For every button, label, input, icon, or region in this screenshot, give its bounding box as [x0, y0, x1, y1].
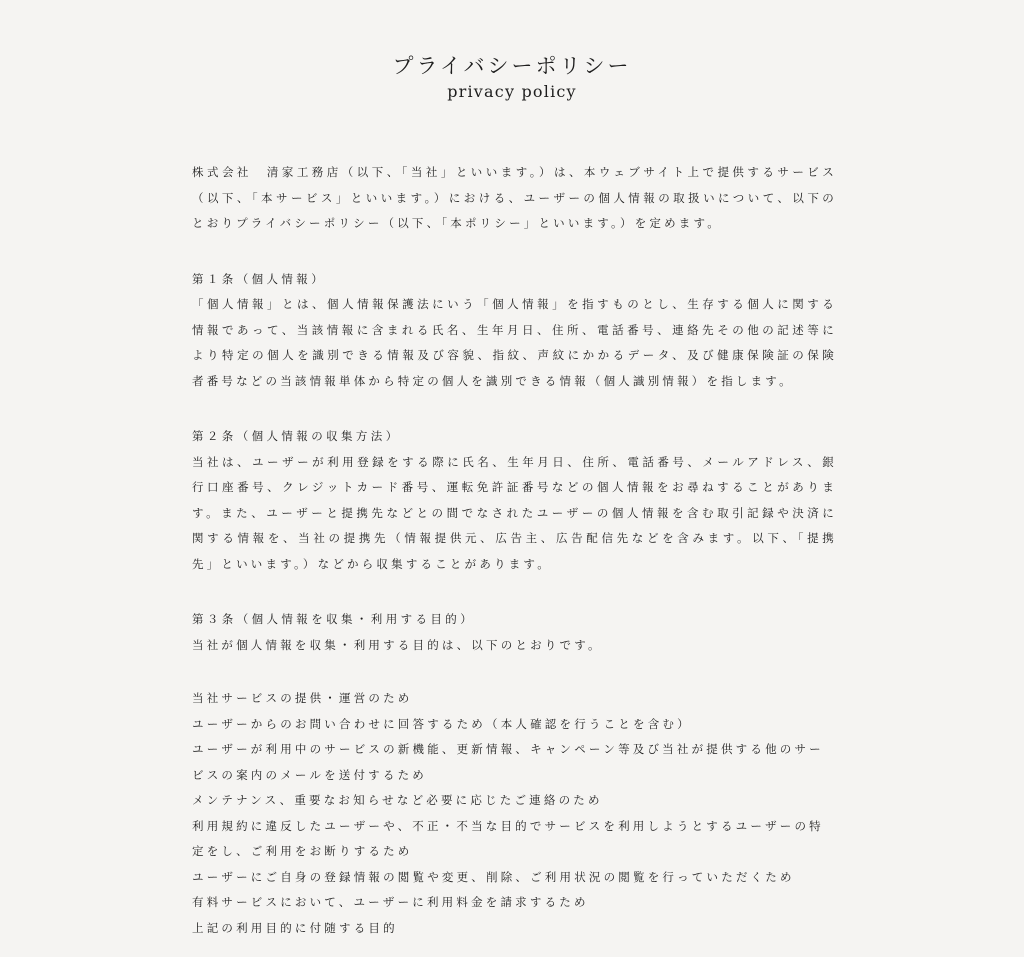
list-item: 利用規約に違反したユーザーや、不正・不当な目的でサービスを利用しようとするユーザーの特定をし、ご利用をお断りするため	[192, 818, 824, 858]
article-body: 「個人情報」とは、個人情報保護法にいう「個人情報」を指すものとし、生存する個人に関する情報であって、当該情報に含まれる氏名、生年月日、住所、電話番号、連絡先その他の記述等により特定の個人を識別できる情報及び容貌、指紋、声紋にかかるデータ、及び健康保険証の保険者番号などの当該情報単体から特定の個人を識別できる情報（個人識別情報）を指します。	[192, 297, 837, 388]
policy-content	[192, 160, 837, 941]
list-item: ユーザーにご自身の登録情報の閲覧や変更、削除、ご利用状況の閲覧を行っていただくため	[192, 869, 795, 884]
purpose-list	[192, 686, 837, 941]
article-3	[192, 607, 837, 658]
article-body: 当社は、ユーザーが利用登録をする際に氏名、生年月日、住所、電話番号、メールアドレス、銀行口座番号、クレジットカード番号、運転免許証番号などの個人情報をお尋ねすることがあります。また、ユーザーと提携先などとの間でなされたユーザーの個人情報を含む取引記録や決済に関する情報を、当社の提携先（情報提供元、広告主、広告配信先などを含みます。以下、「提携先」といいます。）などから収集することがあります。	[192, 454, 837, 571]
article-heading: 第１条（個人情報）	[192, 271, 327, 286]
list-item: ユーザーからのお問い合わせに回答するため（本人確認を行うことを含む）	[192, 716, 692, 731]
list-item: メンテナンス、重要なお知らせなど必要に応じたご連絡のため	[192, 793, 603, 807]
list-item: 当社サービスの提供・運営のため	[192, 691, 413, 705]
page-subtitle: privacy policy	[447, 82, 577, 101]
list-item: 上記の利用目的に付随する目的	[192, 920, 398, 935]
intro-paragraph: 株式会社 清家工務店（以下、「当社」といいます。）は、本ウェブサイト上で提供するサービス（以下、「本サービス」といいます。）における、ユーザーの個人情報の取扱いについて、以下のとおりプライバシーポリシー（以下、「本ポリシー」といいます。）を定めます。	[192, 165, 837, 230]
article-heading: 第３条（個人情報を収集・利用する目的）	[192, 612, 476, 626]
page-title: プライバシーポリシー	[392, 54, 632, 78]
article-heading: 第２条（個人情報の収集方法）	[192, 429, 401, 443]
article-1	[192, 267, 837, 395]
article-body: 当社が個人情報を収集・利用する目的は、以下のとおりです。	[192, 637, 603, 652]
list-item: ユーザーが利用中のサービスの新機能、更新情報、キャンペーン等及び当社が提供する他のサービスの案内のメールを送付するため	[192, 742, 824, 782]
article-2	[192, 424, 837, 577]
list-item: 有料サービスにおいて、ユーザーに利用料金を請求するため	[192, 895, 589, 909]
